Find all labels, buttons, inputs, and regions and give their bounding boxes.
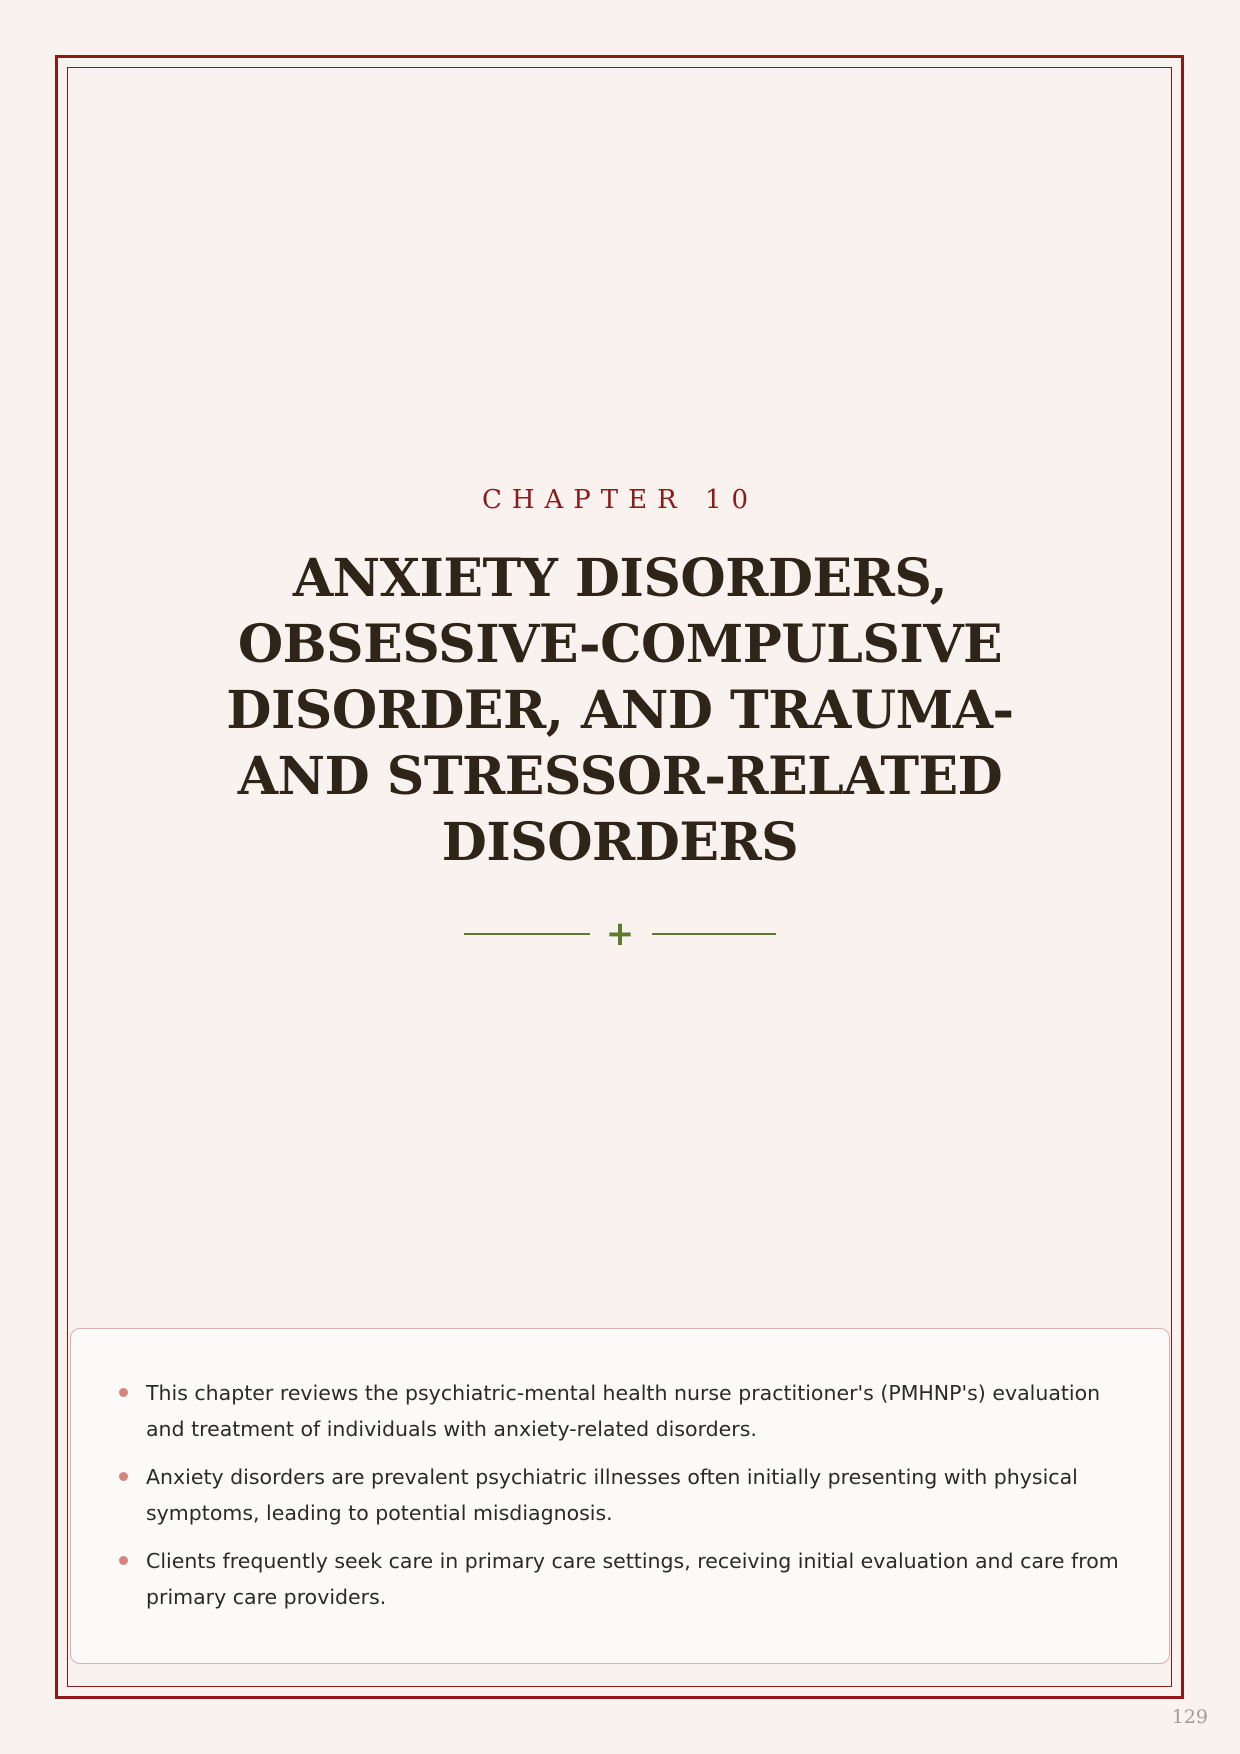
summary-item-text: Anxiety disorders are prevalent psychiatric illnesses often initially presenting with physical symptoms, leading to potential misdiagnosis.: [146, 1465, 1078, 1525]
bullet-dot-icon: [119, 1556, 128, 1565]
title-divider-ornament: [464, 914, 776, 954]
divider-line-right: [652, 933, 776, 935]
summary-item: [146, 1375, 1129, 1447]
chapter-label: CHAPTER 10: [481, 485, 759, 515]
summary-item: [146, 1543, 1129, 1615]
bullet-dot-icon: [119, 1472, 128, 1481]
summary-list: [71, 1329, 1169, 1615]
plus-icon: +: [605, 914, 635, 954]
bullet-dot-icon: [119, 1388, 128, 1397]
chapter-summary-box: [70, 1328, 1170, 1664]
summary-item-text: This chapter reviews the psychiatric-mental health nurse practitioner's (PMHNP's) evaluation and treatment of individuals with anxiety-related disorders.: [146, 1381, 1101, 1441]
chapter-title: ANXIETY DISORDERS, OBSESSIVE-COMPULSIVE DISORDER, AND TRAUMA- AND STRESSOR-RELATED DISORDERS: [226, 548, 1014, 873]
summary-item: [146, 1459, 1129, 1531]
divider-line-left: [464, 933, 590, 935]
page-number: 129: [1171, 1706, 1208, 1728]
summary-item-text: Clients frequently seek care in primary care settings, receiving initial evaluation and care from primary care providers.: [146, 1549, 1119, 1609]
